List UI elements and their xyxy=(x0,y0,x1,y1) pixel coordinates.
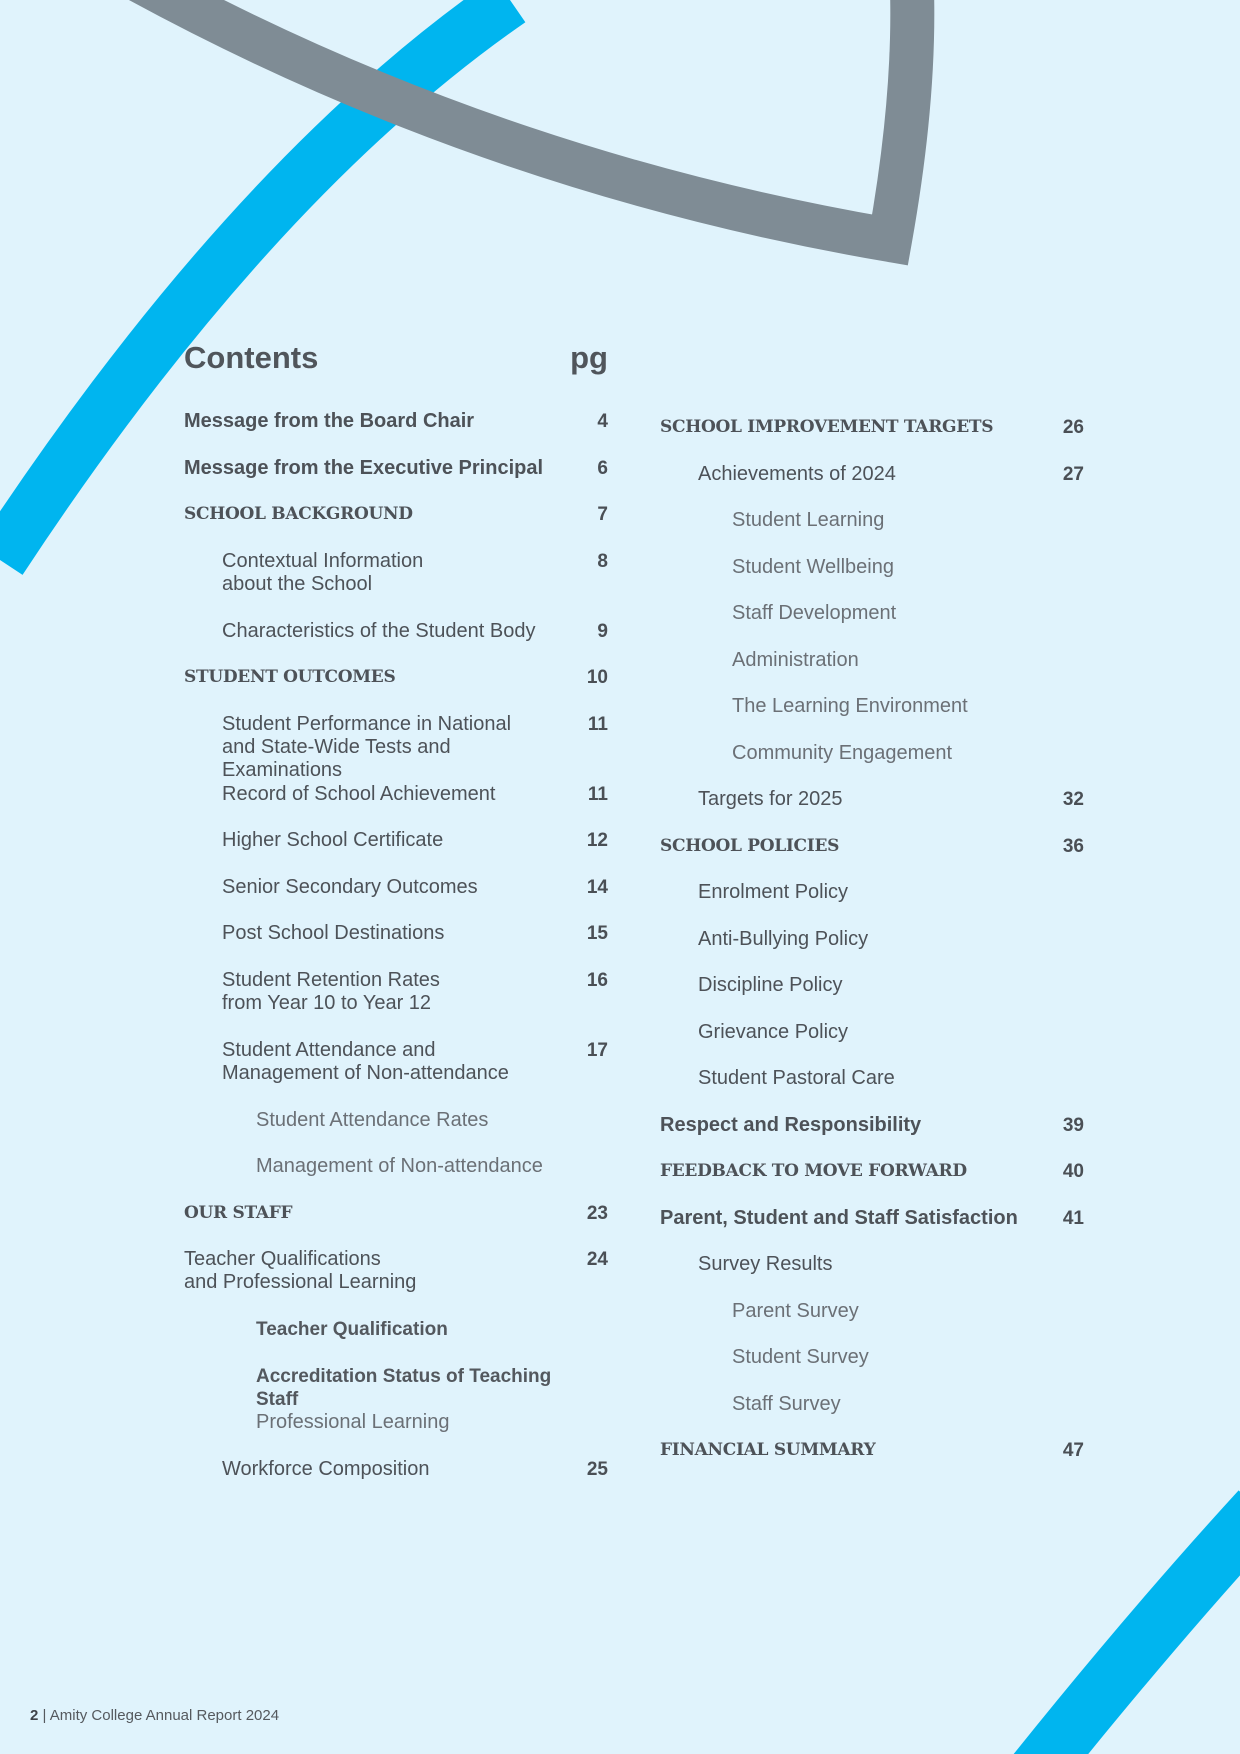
toc-entry-page: 23 xyxy=(586,1202,608,1224)
contents-column-right xyxy=(660,416,1084,1486)
toc-entry-page: 47 xyxy=(1062,1440,1084,1461)
contents-column-left xyxy=(184,340,608,1504)
toc-entry-administration[interactable] xyxy=(732,649,1084,696)
toc-entry-title: Achievements of 2024 xyxy=(698,462,896,485)
toc-entry-title: Anti-Bullying Policy xyxy=(698,927,869,950)
toc-entry-anti-bullying-policy[interactable] xyxy=(698,928,1084,975)
toc-entry-executive-principal[interactable] xyxy=(184,457,608,504)
toc-entry-school-background[interactable] xyxy=(184,503,608,550)
toc-entry-satisfaction[interactable] xyxy=(660,1207,1084,1254)
toc-entry-our-staff[interactable] xyxy=(184,1202,608,1249)
toc-entry-title: Message from the Board Chair xyxy=(184,410,475,432)
toc-entry-title: SCHOOL POLICIES xyxy=(660,835,840,856)
toc-entry-title: Student Wellbeing xyxy=(732,555,894,578)
toc-entry-title: Post School Destinations xyxy=(222,922,445,944)
toc-entry-attendance-rates[interactable] xyxy=(256,1109,608,1156)
toc-entry-workforce-composition[interactable] xyxy=(222,1458,608,1505)
toc-entry-title: FINANCIAL SUMMARY xyxy=(660,1440,876,1460)
toc-entry-title: SCHOOL BACKGROUND xyxy=(184,504,413,524)
toc-entry-title: Characteristics of the Student Body xyxy=(222,619,536,642)
toc-entry-page: 36 xyxy=(1062,835,1084,857)
toc-entry-title: Staff Survey xyxy=(732,1392,841,1415)
toc-entry-student-wellbeing[interactable] xyxy=(732,556,1084,603)
toc-entry-page: 40 xyxy=(1062,1161,1084,1182)
toc-entry-respect-responsibility[interactable] xyxy=(660,1114,1084,1161)
toc-entry-title: Parent Survey xyxy=(732,1299,859,1322)
toc-entry-student-learning[interactable] xyxy=(732,509,1084,556)
toc-entry-page: 24 xyxy=(586,1249,608,1270)
toc-entry-title: STUDENT OUTCOMES xyxy=(184,667,396,687)
toc-entry-enrolment-policy[interactable] xyxy=(698,881,1084,928)
toc-entry-page: 39 xyxy=(1062,1114,1084,1136)
toc-entry-page: 11 xyxy=(587,783,608,805)
toc-entry-page: 16 xyxy=(586,969,608,991)
toc-entry-title: Student Retention Rates from Year 10 to Year 12 xyxy=(222,968,440,1014)
toc-entry-title: Survey Results xyxy=(698,1253,833,1275)
toc-entry-survey-results[interactable] xyxy=(698,1253,1084,1300)
toc-entry-title: Community Engagement xyxy=(732,741,953,764)
toc-entry-professional-learning[interactable] xyxy=(256,1411,608,1458)
toc-entry-title: OUR STAFF xyxy=(184,1202,293,1223)
toc-entry-title: Staff Development xyxy=(732,602,897,624)
toc-entry-contextual-information[interactable] xyxy=(222,550,608,620)
toc-entry-title: Student Attendance and Management of Non-attendance xyxy=(222,1038,509,1084)
toc-entry-page: 32 xyxy=(1062,789,1084,810)
toc-entry-title: Teacher Qualification xyxy=(256,1319,448,1340)
toc-entry-page: 41 xyxy=(1062,1207,1084,1229)
contents-title: Contents xyxy=(184,340,319,375)
cyan-arc-bottom xyxy=(1030,1510,1240,1754)
toc-entry-accreditation-status[interactable] xyxy=(256,1365,608,1412)
toc-entry-community-engagement[interactable] xyxy=(732,742,1084,789)
toc-entry-title: Management of Non-attendance xyxy=(256,1155,543,1177)
toc-entry-financial-summary[interactable] xyxy=(660,1439,1084,1486)
toc-entry-non-attendance[interactable] xyxy=(256,1155,608,1202)
toc-entry-title: Targets for 2025 xyxy=(698,788,843,810)
toc-entry-feedback[interactable] xyxy=(660,1160,1084,1207)
toc-entry-student-performance[interactable] xyxy=(222,713,608,783)
toc-entry-title: Higher School Certificate xyxy=(222,829,444,851)
toc-entry-title: Workforce Composition xyxy=(222,1457,430,1480)
toc-entry-title: Senior Secondary Outcomes xyxy=(222,875,478,898)
toc-entry-page: 6 xyxy=(597,457,608,479)
contents-heading xyxy=(184,340,608,410)
toc-entry-hsc[interactable] xyxy=(222,829,608,876)
toc-entry-improvement-targets[interactable] xyxy=(660,416,1084,463)
toc-entry-page: 8 xyxy=(597,550,608,572)
toc-entry-achievements-2024[interactable] xyxy=(698,463,1084,510)
toc-entry-teacher-qualification[interactable] xyxy=(256,1318,608,1365)
toc-entry-page: 15 xyxy=(586,923,608,944)
toc-entry-pastoral-care[interactable] xyxy=(698,1067,1084,1114)
toc-entry-parent-survey[interactable] xyxy=(732,1300,1084,1347)
toc-entry-title: Professional Learning xyxy=(256,1411,450,1433)
toc-entry-page: 9 xyxy=(597,620,608,642)
toc-entry-title: Student Survey xyxy=(732,1346,869,1368)
toc-entry-title: Administration xyxy=(732,648,859,671)
slate-arc-top xyxy=(120,0,912,240)
toc-entry-title: Enrolment Policy xyxy=(698,881,849,903)
toc-entry-school-policies[interactable] xyxy=(660,835,1084,882)
toc-entry-learning-environment[interactable] xyxy=(732,695,1084,742)
toc-entry-page: 14 xyxy=(586,876,608,898)
toc-entry-page: 26 xyxy=(1062,417,1084,438)
toc-entry-title: Parent, Student and Staff Satisfaction xyxy=(660,1206,1018,1229)
toc-entry-page: 7 xyxy=(597,504,608,525)
toc-entry-title: Student Learning xyxy=(732,509,885,531)
toc-entry-board-chair[interactable] xyxy=(184,410,608,457)
toc-entry-grievance-policy[interactable] xyxy=(698,1021,1084,1068)
toc-entry-title: Record of School Achievement xyxy=(222,782,496,805)
toc-entry-post-school[interactable] xyxy=(222,922,608,969)
toc-entry-student-body[interactable] xyxy=(222,620,608,667)
toc-entry-title: FEEDBACK TO MOVE FORWARD xyxy=(660,1161,967,1181)
toc-entry-title: Respect and Responsibility xyxy=(660,1113,922,1136)
toc-entry-title: Discipline Policy xyxy=(698,974,843,996)
toc-entry-title: Message from the Executive Principal xyxy=(184,456,544,479)
toc-entry-senior-secondary[interactable] xyxy=(222,876,608,923)
footer-page-number: 2 xyxy=(30,1707,39,1724)
toc-entry-student-outcomes[interactable] xyxy=(184,666,608,713)
page-column-label: pg xyxy=(570,340,608,375)
toc-entry-title: Student Performance in National and State-Wide Tests and Examinations xyxy=(222,712,512,781)
toc-entry-page: 17 xyxy=(586,1039,608,1061)
toc-entry-staff-development[interactable] xyxy=(732,602,1084,649)
toc-entry-title: Student Pastoral Care xyxy=(698,1067,895,1089)
toc-entry-student-survey[interactable] xyxy=(732,1346,1084,1393)
toc-entry-retention-rates[interactable] xyxy=(222,969,608,1039)
toc-entry-page: 4 xyxy=(597,411,608,432)
toc-entry-record-school-achievement[interactable] xyxy=(222,783,608,830)
page-footer xyxy=(30,1707,279,1724)
toc-entry-discipline-policy[interactable] xyxy=(698,974,1084,1021)
toc-entry-teacher-qualifications[interactable] xyxy=(184,1248,608,1318)
footer-report-title: | Amity College Annual Report 2024 xyxy=(42,1707,280,1724)
toc-entry-page: 27 xyxy=(1062,463,1084,485)
toc-entry-staff-survey[interactable] xyxy=(732,1393,1084,1440)
toc-entry-title: Teacher Qualifications and Professional Learning xyxy=(184,1248,417,1293)
toc-entry-title: Grievance Policy xyxy=(698,1020,849,1043)
toc-entry-page: 12 xyxy=(586,830,608,851)
toc-entry-page: 25 xyxy=(586,1458,608,1480)
toc-entry-title: Contextual Information about the School xyxy=(222,549,424,595)
toc-entry-title: Accreditation Status of Teaching Staff xyxy=(256,1365,552,1410)
toc-entry-page: 10 xyxy=(586,667,608,688)
toc-entry-attendance[interactable] xyxy=(222,1039,608,1109)
toc-entry-page: 11 xyxy=(587,713,608,735)
toc-entry-title: The Learning Environment xyxy=(732,695,968,717)
toc-entry-title: Student Attendance Rates xyxy=(256,1108,489,1131)
toc-entry-title: SCHOOL IMPROVEMENT TARGETS xyxy=(660,417,994,437)
toc-entry-targets-2025[interactable] xyxy=(698,788,1084,835)
